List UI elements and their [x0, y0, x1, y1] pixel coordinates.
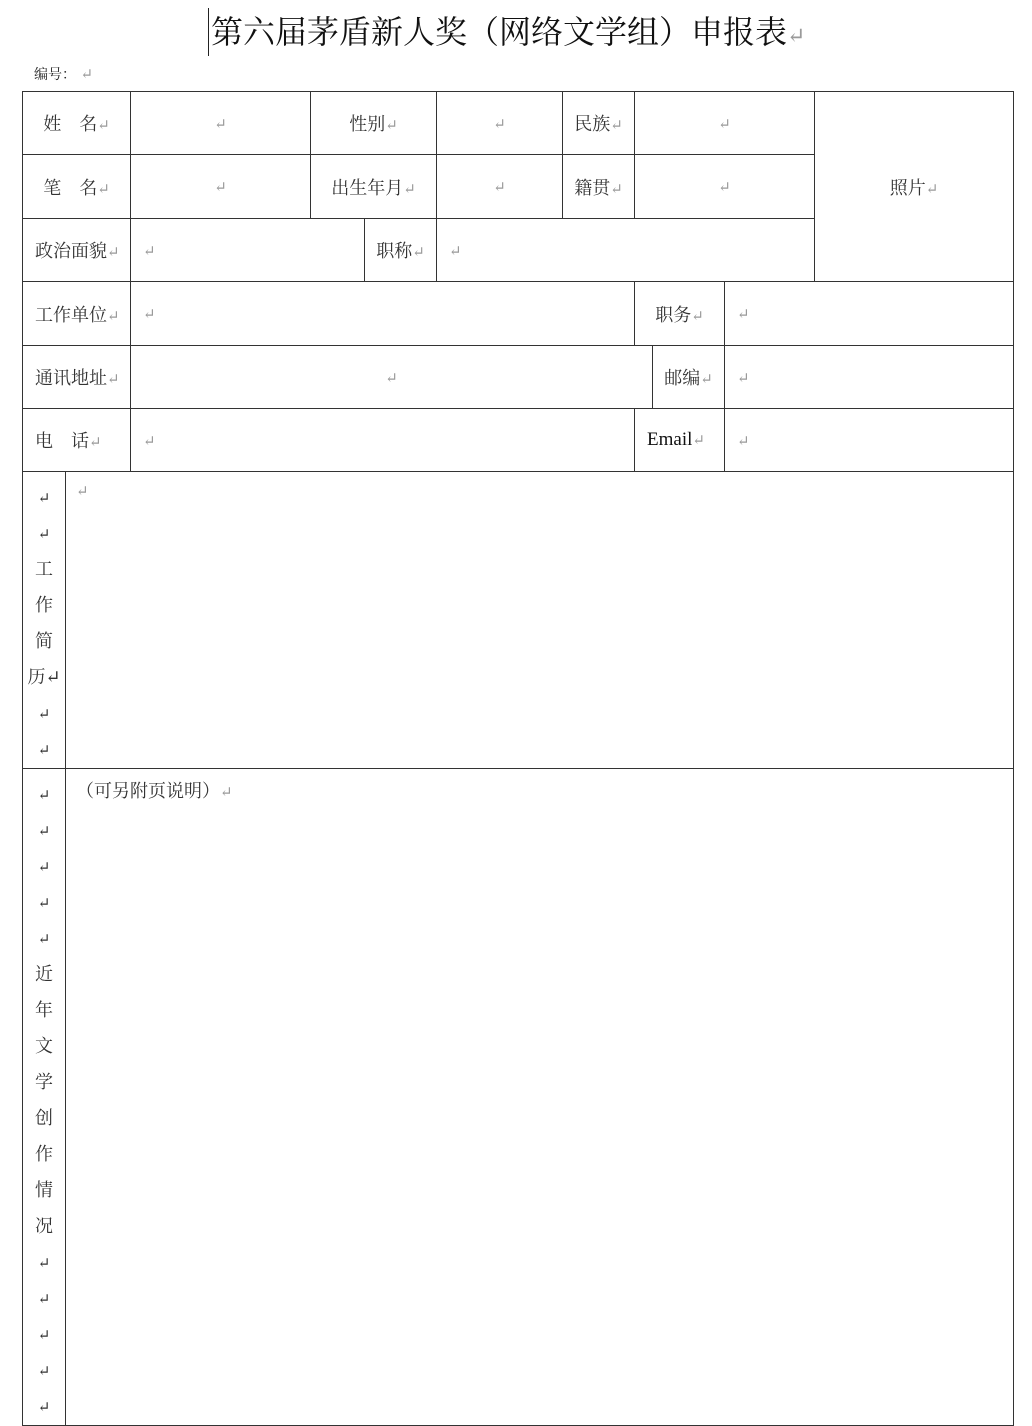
paragraph-mark-icon: ↵ — [385, 368, 398, 387]
paragraph-mark-icon: ↵ — [925, 179, 939, 198]
hometown-input[interactable] — [635, 155, 815, 219]
address-input[interactable] — [131, 346, 653, 409]
paragraph-mark-icon: ↵ — [107, 243, 120, 261]
serial-number-row — [34, 64, 93, 84]
works-label-char: ↵ — [37, 1326, 51, 1344]
postcode-input[interactable] — [725, 346, 1014, 409]
works-label-char: ↵ — [37, 858, 51, 876]
works-label-char: 作 — [35, 1144, 53, 1165]
works-label — [23, 769, 66, 1426]
paragraph-mark-icon: ↵ — [737, 305, 750, 323]
resume-label-char: 简 — [35, 631, 53, 652]
works-note: （可另附页说明） — [76, 781, 220, 802]
works-input[interactable] — [66, 769, 1014, 1426]
paragraph-mark-icon: ↵ — [787, 24, 806, 49]
name-label: 姓 名↵ — [23, 92, 131, 155]
works-label-char: ↵ — [37, 930, 51, 948]
works-label-char: ↵ — [37, 822, 51, 840]
paragraph-mark-icon: ↵ — [610, 116, 623, 134]
form-title-text: 第六届茅盾新人奖（网络文学组）申报表 — [211, 13, 788, 51]
title-rank-label: 职称↵ — [365, 219, 437, 282]
birth-label: 出生年月↵ — [311, 155, 437, 219]
paragraph-mark-icon: ↵ — [76, 482, 89, 500]
works-label-char: 况 — [35, 1216, 53, 1237]
paragraph-mark-icon: ↵ — [107, 306, 120, 325]
paragraph-mark-icon: ↵ — [107, 370, 120, 388]
paragraph-mark-icon: ↵ — [214, 114, 227, 133]
works-label-char: ↵ — [37, 786, 51, 804]
table-row — [23, 346, 1014, 409]
employer-input[interactable] — [131, 282, 635, 346]
resume-label-char: 作 — [35, 595, 53, 616]
gender-input[interactable] — [437, 92, 563, 155]
works-label-char: 学 — [35, 1072, 53, 1093]
paragraph-mark-icon: ↵ — [403, 179, 416, 198]
works-label-char: 近 — [35, 964, 53, 985]
serial-number-label: 编号： — [34, 67, 76, 83]
paragraph-mark-icon: ↵ — [214, 178, 227, 196]
phone-input[interactable] — [131, 409, 635, 472]
resume-label — [23, 472, 66, 769]
political-label: 政治面貌↵ — [23, 219, 131, 282]
pen-name-input[interactable] — [131, 155, 311, 219]
gender-label: 性别↵ — [311, 92, 437, 155]
paragraph-mark-icon: ↵ — [718, 178, 731, 196]
phone-label: 电 话↵ — [23, 409, 131, 472]
works-label-char: ↵ — [37, 1254, 51, 1272]
political-input[interactable] — [131, 219, 365, 282]
paragraph-mark-icon: ↵ — [449, 241, 462, 260]
works-label-char: 创 — [35, 1108, 53, 1129]
paragraph-mark-icon: ↵ — [385, 116, 398, 134]
email-label: Email↵ — [635, 409, 725, 472]
paragraph-mark-icon: ↵ — [143, 431, 156, 450]
paragraph-mark-icon: ↵ — [493, 114, 506, 133]
works-label-char: ↵ — [37, 1362, 51, 1380]
form-title — [208, 8, 805, 56]
works-label-char: ↵ — [37, 1290, 51, 1308]
position-input[interactable] — [725, 282, 1014, 346]
title-rank-input[interactable] — [437, 219, 815, 282]
paragraph-mark-icon: ↵ — [691, 306, 704, 325]
resume-label-char: ↵ — [37, 489, 51, 507]
paragraph-mark-icon: ↵ — [718, 114, 731, 133]
ethnicity-input[interactable] — [635, 92, 815, 155]
table-row — [23, 282, 1014, 346]
works-label-char: ↵ — [37, 894, 51, 912]
paragraph-mark-icon: ↵ — [97, 116, 110, 134]
table-row — [23, 92, 1014, 155]
resume-label-char: 历↵ — [27, 667, 61, 688]
pen-name-label: 笔 名↵ — [23, 155, 131, 219]
paragraph-mark-icon: ↵ — [610, 179, 623, 198]
hometown-label: 籍贯↵ — [563, 155, 635, 219]
resume-input[interactable] — [66, 472, 1014, 769]
works-label-char: ↵ — [37, 1398, 51, 1416]
paragraph-mark-icon: ↵ — [493, 178, 506, 196]
paragraph-mark-icon: ↵ — [737, 368, 750, 387]
paragraph-mark-icon: ↵ — [80, 65, 94, 83]
table-row — [23, 472, 1014, 769]
resume-label-char: ↵ — [37, 705, 51, 723]
birth-input[interactable] — [437, 155, 563, 219]
works-label-char: 情 — [35, 1180, 53, 1201]
ethnicity-label: 民族↵ — [563, 92, 635, 155]
position-label: 职务↵ — [635, 282, 725, 346]
address-label: 通讯地址↵ — [23, 346, 131, 409]
resume-label-char: 工 — [35, 559, 53, 580]
paragraph-mark-icon: ↵ — [737, 431, 750, 450]
paragraph-mark-icon: ↵ — [143, 241, 156, 260]
table-row — [23, 409, 1014, 472]
employer-label: 工作单位↵ — [23, 282, 131, 346]
paragraph-mark-icon: ↵ — [412, 243, 425, 261]
application-form-table — [22, 91, 1014, 1426]
photo-box[interactable]: 照片↵ — [815, 92, 1014, 282]
paragraph-mark-icon: ↵ — [89, 433, 102, 451]
works-label-char: 文 — [35, 1036, 53, 1057]
resume-label-char: ↵ — [37, 741, 51, 759]
email-input[interactable] — [725, 409, 1014, 472]
paragraph-mark-icon: ↵ — [692, 431, 705, 449]
works-label-char: 年 — [35, 1000, 53, 1021]
paragraph-mark-icon: ↵ — [700, 370, 713, 388]
paragraph-mark-icon: ↵ — [143, 305, 156, 323]
resume-label-char: ↵ — [37, 525, 51, 543]
paragraph-mark-icon: ↵ — [97, 179, 110, 198]
table-row — [23, 769, 1014, 1426]
postcode-label: 邮编↵ — [653, 346, 725, 409]
name-input[interactable] — [131, 92, 311, 155]
paragraph-mark-icon: ↵ — [220, 783, 233, 801]
